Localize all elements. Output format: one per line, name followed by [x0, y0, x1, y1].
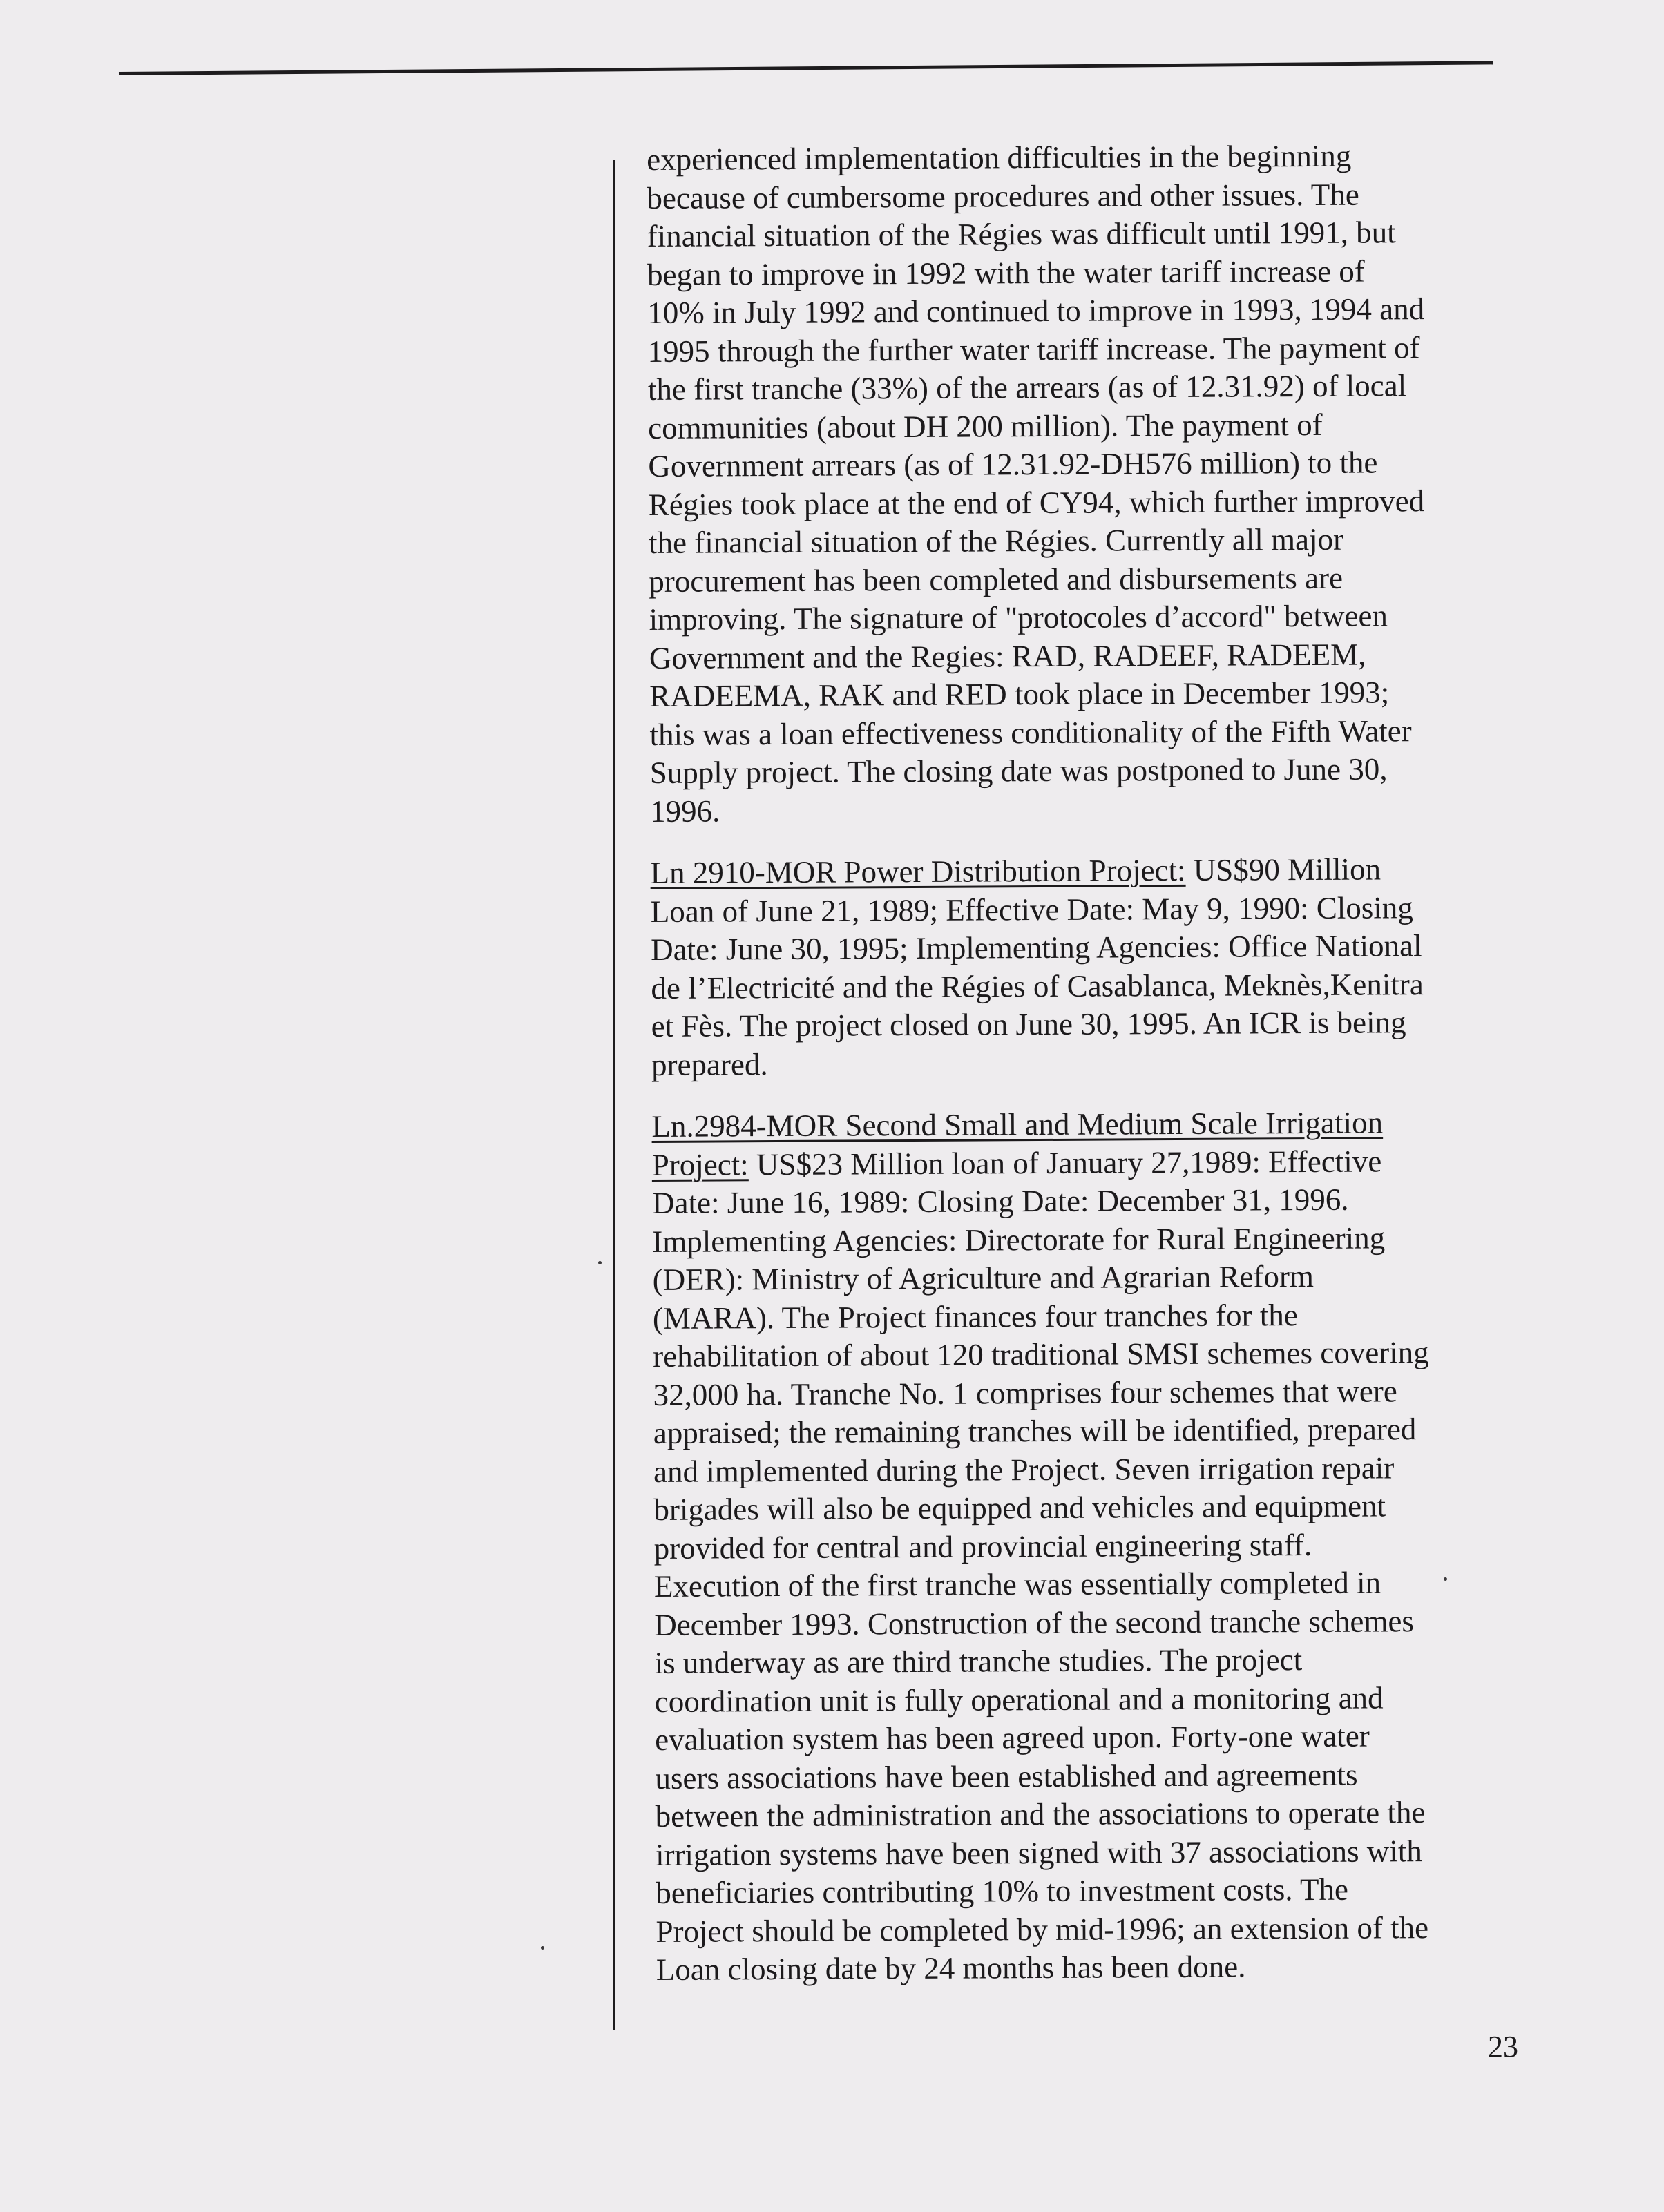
- text-line: is underway as are third tranche studies. The project: [654, 1642, 1303, 1680]
- text-line: Government arrears (as of 12.31.92-DH576 million) to the: [648, 445, 1378, 483]
- text-line: the financial situation of the Régies. Currently all major: [648, 521, 1344, 560]
- text-line: appraised; the remaining tranches will be identified, prepared: [653, 1412, 1417, 1450]
- text-line: Execution of the first tranche was essentially completed in: [653, 1565, 1381, 1604]
- text-line: Supply project. The closing date was postponed to June 30,: [649, 751, 1388, 790]
- text-line: Government and the Regies: RAD, RADEEF, RADEEM,: [649, 637, 1366, 675]
- text-line: 10% in July 1992 and continued to improve in 1993, 1994 and: [647, 291, 1425, 330]
- text-line: prepared.: [651, 1046, 768, 1082]
- text-line: de l’Electricité and the Régies of Casablanca, Meknès,Kenitra: [651, 966, 1424, 1006]
- page-number: 23: [1488, 2030, 1518, 2064]
- text-line: between the administration and the associations to operate the: [655, 1795, 1426, 1834]
- text-line: [652, 1142, 1509, 1184]
- text-line: brigades will also be equipped and vehicles and equipment: [653, 1488, 1386, 1527]
- scan-speck: [598, 1261, 602, 1264]
- paragraph-power-distribution: [650, 849, 1508, 1084]
- text-line: this was a loan effectiveness conditionality of the Fifth Water: [649, 713, 1412, 752]
- text-line: Date: June 30, 1995; Implementing Agencies: Office National: [651, 928, 1422, 967]
- text-line: improving. The signature of "protocoles d’accord" between: [649, 598, 1388, 637]
- project-title: Ln 2910-MOR Power Distribution Project:: [650, 852, 1186, 890]
- title-line-rest: US$90 Million: [1185, 852, 1381, 887]
- project-title-continued: Project:: [651, 1146, 749, 1182]
- text-line: Implementing Agencies: Directorate for Rural Engineering: [652, 1220, 1386, 1259]
- text-line: procurement has been completed and disbursements are: [649, 560, 1343, 599]
- text-line: experienced implementation difficulties in the beginning: [647, 138, 1352, 177]
- text-line: (MARA). The Project finances four tranches for the: [652, 1297, 1298, 1336]
- paragraph-irrigation-project: [651, 1103, 1513, 1989]
- text-line: Project should be completed by mid-1996; an extension of the: [656, 1910, 1429, 1949]
- text-line: [651, 1103, 1508, 1146]
- text-line: because of cumbersome procedures and other issues. The: [647, 177, 1359, 215]
- text-line: Loan closing date by 24 months has been done.: [656, 1949, 1246, 1987]
- text-line: et Fès. The project closed on June 30, 1995. An ICR is being: [651, 1005, 1406, 1044]
- text-line: began to improve in 1992 with the water tariff increase of: [647, 253, 1365, 292]
- text-line: [650, 849, 1507, 892]
- text-line: financial situation of the Régies was difficult until 1991, but: [647, 215, 1396, 253]
- text-line: the first tranche (33%) of the arrears (as of 12.31.92) of local: [647, 368, 1407, 407]
- text-line: beneficiaries contributing 10% to investment costs. The: [656, 1872, 1349, 1910]
- text-column: [647, 137, 1513, 2013]
- text-line: Date: June 16, 1989: Closing Date: December 31, 1996.: [651, 1182, 1349, 1220]
- scan-speck: [541, 1946, 544, 1950]
- margin-rule: [613, 160, 615, 2030]
- header-rule: [119, 61, 1493, 75]
- text-line: Régies took place at the end of CY94, which further improved: [648, 483, 1425, 522]
- text-line: rehabilitation of about 120 traditional SMSI schemes covering: [653, 1335, 1429, 1374]
- text-line: 1996.: [649, 793, 720, 829]
- text-line: users associations have been established and agreements: [655, 1757, 1358, 1796]
- paragraph-regies-water: [647, 137, 1507, 831]
- title-line-rest: US$23 Million loan of January 27,1989: Effective: [748, 1143, 1382, 1182]
- project-title: Ln.2984-MOR Second Small and Medium Scale Irrigation: [651, 1105, 1384, 1144]
- text-line: and implemented during the Project. Seven irrigation repair: [653, 1450, 1395, 1489]
- text-line: irrigation systems have been signed with 37 associations with: [655, 1833, 1422, 1872]
- text-line: Loan of June 21, 1989; Effective Date: May 9, 1990: Closing: [650, 889, 1413, 929]
- text-line: evaluation system has been agreed upon. Forty-one water: [654, 1718, 1370, 1757]
- text-line: December 1993. Construction of the second tranche schemes: [654, 1603, 1415, 1642]
- text-line: 1995 through the further water tariff increase. The payment of: [647, 329, 1420, 369]
- text-line: provided for central and provincial engineering staff.: [653, 1527, 1312, 1566]
- text-line: (DER): Ministry of Agriculture and Agrarian Reform: [652, 1258, 1314, 1297]
- scan-speck: [1444, 1577, 1447, 1581]
- text-line: communities (about DH 200 million). The payment of: [648, 407, 1323, 445]
- text-line: RADEEMA, RAK and RED took place in December 1993;: [649, 675, 1390, 713]
- text-line: 32,000 ha. Tranche No. 1 comprises four schemes that were: [653, 1373, 1397, 1412]
- text-line: coordination unit is fully operational and a monitoring and: [654, 1680, 1384, 1719]
